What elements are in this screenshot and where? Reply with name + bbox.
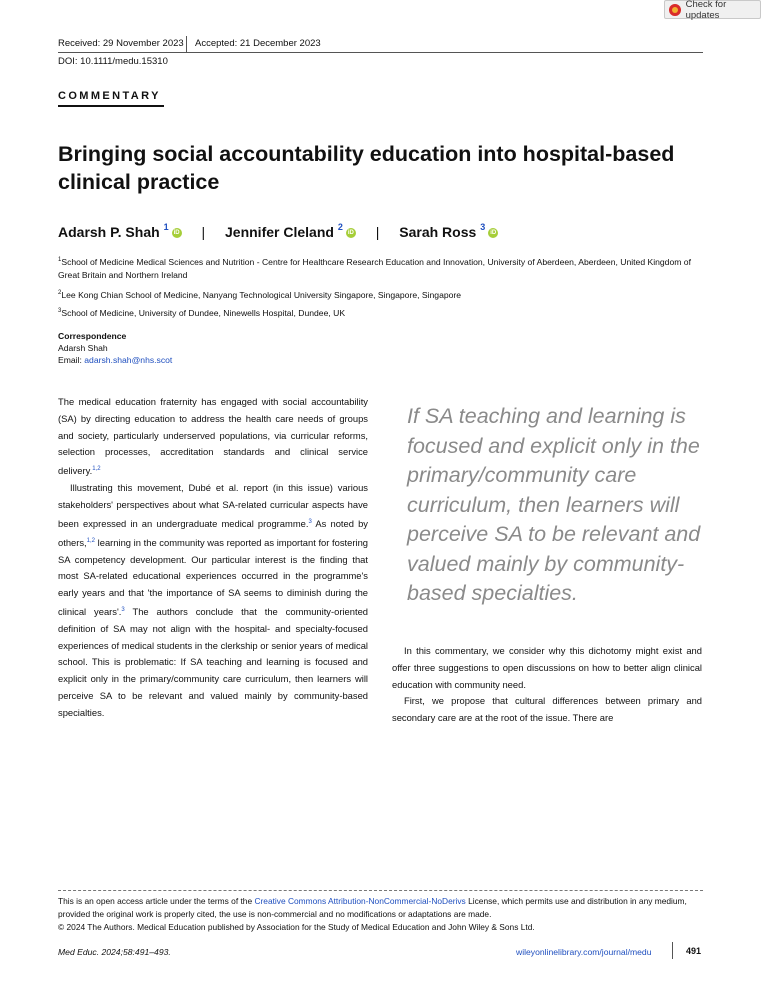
email-label: Email:	[58, 355, 82, 365]
citation-ref[interactable]: 3	[308, 518, 312, 525]
body-column-left	[58, 394, 368, 722]
orcid-icon[interactable]: iD	[347, 230, 354, 237]
citation-ref[interactable]: 3	[121, 606, 125, 613]
affiliation: $^1$School of Medicine Medical Sciences and Nutrition - Centre for Healthcare Research Education and Innovation, University of Aberdeen, Aberdeen, United Kingdom of Great Britain and Northern Ireland	[58, 256, 691, 280]
citation-ref[interactable]: 1,2	[92, 466, 101, 473]
author[interactable]: Sarah Ross $^3$iD	[399, 222, 497, 240]
citation-ref[interactable]: 1,2	[86, 537, 96, 544]
header-divider	[186, 36, 187, 53]
journal-citation: Med Educ. 2024;58:491–493.	[58, 947, 171, 957]
paragraph: In this commentary, we consider why this dichotomy might exist and offer three suggestions to open discussions on how to better align clinical education with community need.	[392, 645, 702, 690]
page-number: 491	[686, 946, 702, 956]
pull-quote: If SA teaching and learning is focused and explicit only in the primary/community care curriculum, then learners will perceive SA to be relevant and valued mainly by community-based specialties.	[407, 404, 701, 605]
orcid-icon[interactable]: iD	[173, 230, 180, 237]
author[interactable]: Jennifer Cleland $^2$iD	[225, 222, 354, 240]
correspondence-name: Adarsh Shah	[58, 343, 108, 353]
received-date: Received: 29 November 2023	[58, 38, 184, 49]
accepted-date: Accepted: 21 December 2023	[195, 38, 321, 49]
orcid-icon[interactable]: iD	[490, 230, 497, 237]
article-title: Bringing social accountability education into hospital-based clinical practice	[58, 142, 675, 194]
author[interactable]: Adarsh P. Shah $^1$iD	[58, 222, 180, 240]
section-label: COMMENTARY	[58, 90, 161, 102]
body-column-right	[392, 643, 702, 727]
footer-rule	[58, 890, 703, 891]
affiliation: $^3$School of Medicine, University of Dundee, Ninewells Hospital, Dundee, UK	[58, 307, 346, 318]
license-note: This is an open access article under the terms of the Creative Commons Attribution-NonCommercial-NoDerivs License, which permits use and distribution in any medium, provided the original work is properly cited, the use is non-commercial and no modifications or adaptations are made. © 2024 The Authors. Medical Education published by Association for the Study of Medical Education and John Wiley & Sons Ltd.	[58, 895, 703, 934]
correspondence-heading: Correspondence	[58, 331, 127, 341]
author-separator: |	[375, 224, 380, 240]
paragraph: The medical education fraternity has engaged with social accountability (SA) by directing education to address the health care needs of groups and society, particularly underserved populations, via curricular reforms, selection processes, accreditation standards and clinical service delivery.$^{1,2}$	[58, 396, 368, 477]
correspondence	[58, 330, 172, 366]
journal-url[interactable]: wileyonlinelibrary.com/journal/medu	[516, 947, 652, 957]
paragraph: Illustrating this movement, Dubé et al. report (in this issue) various stakeholders' perspectives about what SA-related curricular aspects have been expressed in an undergraduate medical programme.$^3$ As noted by others,$^{1,2}$ learning in the community was reported as important for fostering SA competency development. Our particular interest is the finding that most SA-related educational experiences occurred in the programme's early years and that 'the importance of SA seems to diminish during the clinical years'.$^3$ The authors conclude that the community-oriented definition of SA may not align with the hospital- and specialty-focused experiences of medical students in the clerkship or senior years of medical school. This is problematic: If SA teaching and learning is focused and explicit only in the primary/community care curriculum, then learners will perceive SA to be relevant and valued mainly by community-based specialties.	[58, 482, 368, 718]
author-list	[58, 224, 498, 240]
email-link[interactable]: adarsh.shah@nhs.scot	[84, 355, 173, 365]
footer-divider	[672, 942, 673, 959]
paragraph: First, we propose that cultural differences between primary and secondary care are at the root of the issue. There are	[392, 695, 702, 724]
copyright: © 2024 The Authors. Medical Education published by Association for the Study of Medical Education and John Wiley & Sons Ltd.	[58, 922, 535, 932]
doi: DOI: 10.1111/medu.15310	[58, 56, 168, 67]
check-for-updates-button[interactable]	[664, 0, 761, 19]
header-rule	[58, 52, 703, 53]
crossmark-icon	[669, 4, 681, 16]
license-link[interactable]: Creative Commons Attribution-NonCommercial-NoDerivs	[254, 896, 466, 906]
author-separator: |	[201, 224, 206, 240]
affiliation: $^2$Lee Kong Chian School of Medicine, Nanyang Technological University Singapore, Singapore, Singapore	[58, 289, 462, 300]
check-for-updates-label: Check for updates	[685, 0, 727, 21]
section-rule	[58, 105, 164, 107]
